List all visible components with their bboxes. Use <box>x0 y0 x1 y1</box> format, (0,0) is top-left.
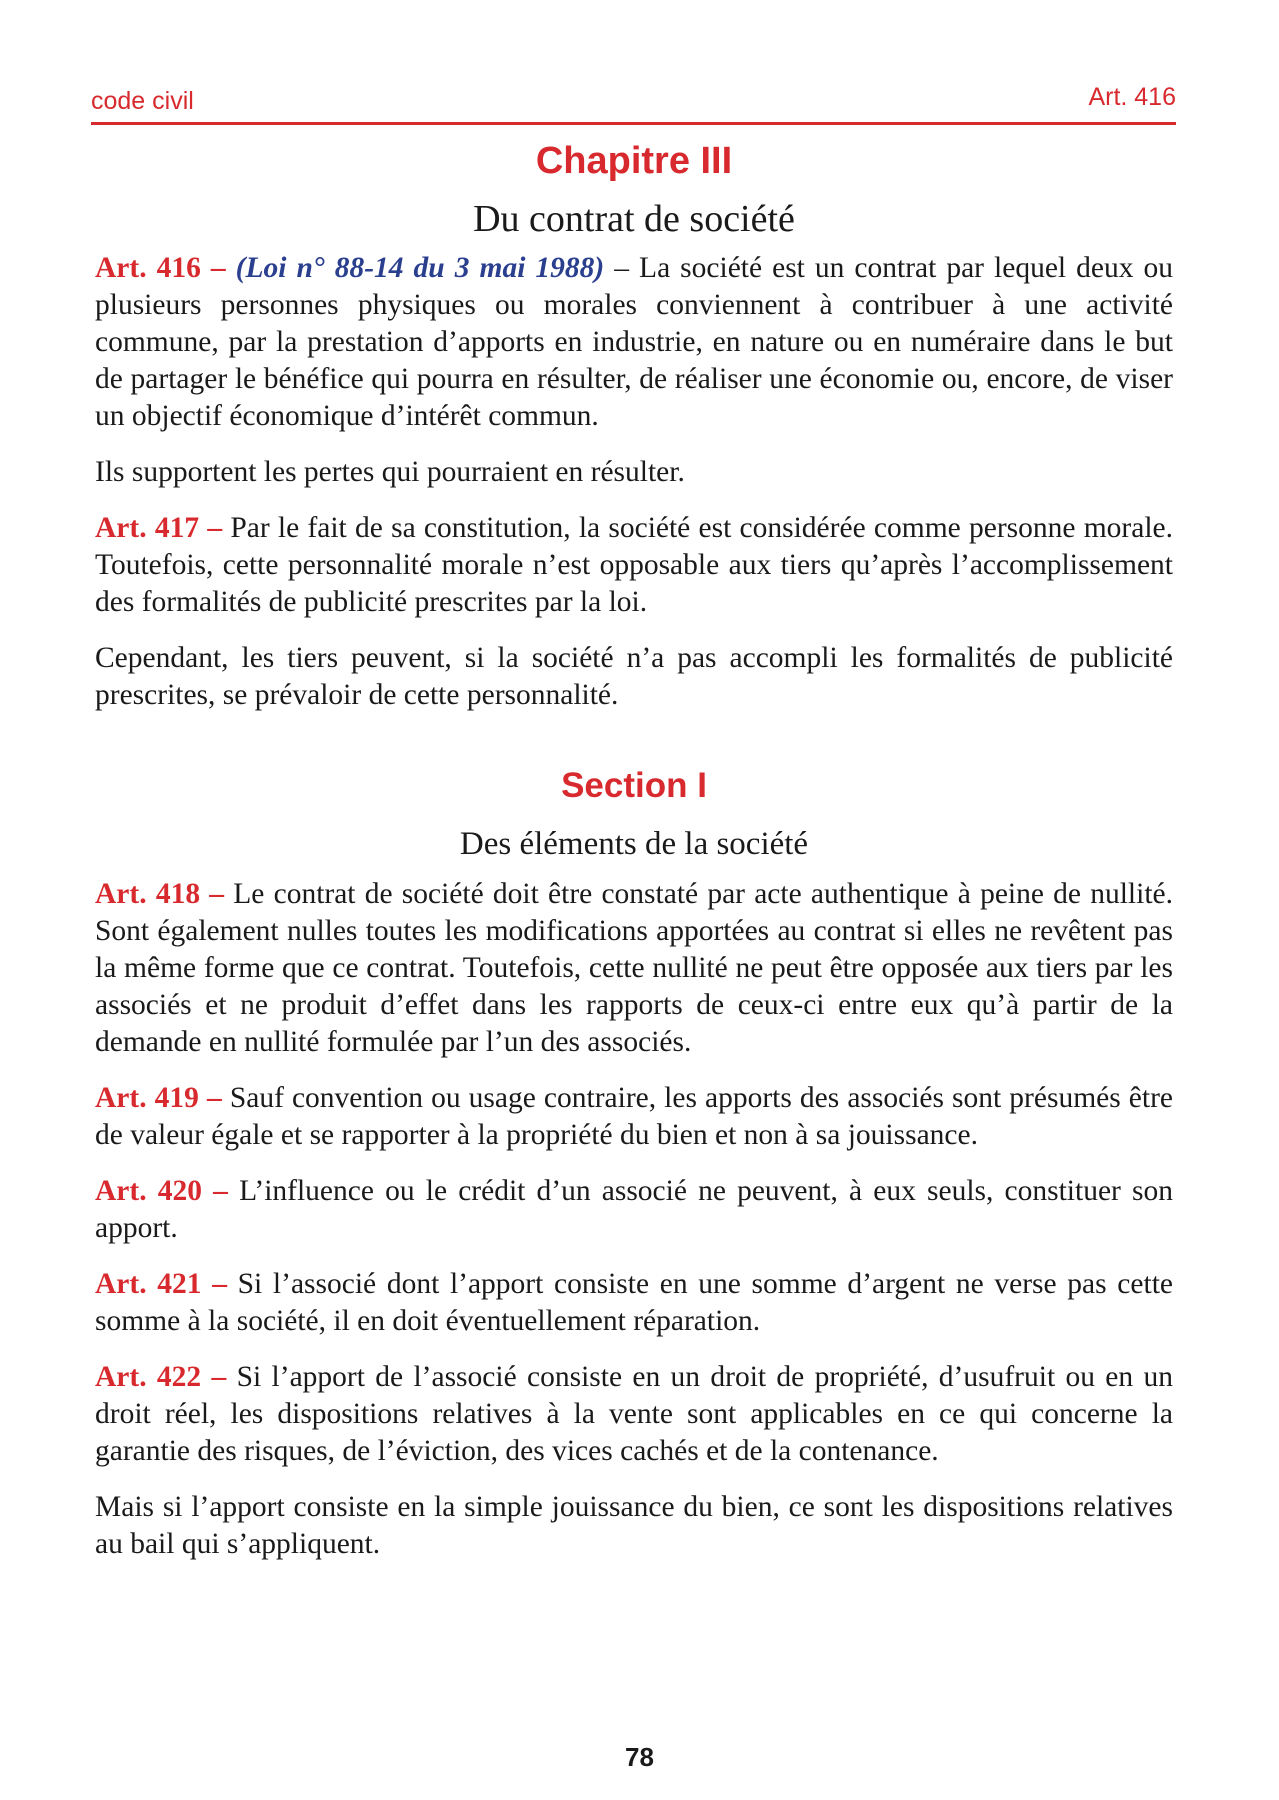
article-416-paragraph-2: Ils supportent les pertes qui pourraient en résulter. <box>95 456 685 488</box>
article-text: Par le fait de sa constitution, la société est considérée comme personne morale. Toutefois, cette personnalité morale n’est opposable aux tiers qu’après l’accomplissement des formalités de publicité prescrites par la loi. <box>95 512 1173 618</box>
page-content <box>95 130 1173 1582</box>
article-text: Si l’apport de l’associé consiste en un droit de propriété, d’usufruit ou en un droit réel, les dispositions relatives à la vente sont applicables en ce qui concerne la garantie des risques, de l’éviction, des vices cachés et de la contenance. <box>95 1361 1173 1467</box>
section-title: Section I <box>561 766 707 805</box>
law-reference: (Loi n° 88-14 du 3 mai 1988) <box>235 252 605 284</box>
article-label: Art. 420 – <box>95 1175 228 1207</box>
header-article-ref: Art. 416 <box>1088 83 1176 111</box>
article-419 <box>95 1080 1173 1154</box>
article-417 <box>95 510 1173 621</box>
article-420 <box>95 1173 1173 1247</box>
article-text: Si l’associé dont l’apport consiste en une somme d’argent ne verse pas cette somme à la société, il en doit éventuellement réparation. <box>95 1268 1173 1337</box>
article-416 <box>95 250 1173 435</box>
header-book-title: code civil <box>91 87 194 115</box>
article-label: Art. 417 – <box>95 512 223 544</box>
chapter-title: Chapitre III <box>535 140 733 182</box>
article-418 <box>95 876 1173 1061</box>
article-text: Le contrat de société doit être constaté par acte authentique à peine de nullité. Sont également nulles toutes les modifications apportées au contrat si elles ne revêtent pas la même forme que ce contrat. Toutefois, cette nullité ne peut être opposée aux tiers par les associés et ne produit d’effet dans les rapports de ceux-ci entre eux qu’à partir de la demande en nullité formulée par l’un des associés. <box>95 878 1173 1058</box>
article-label: Art. 421 – <box>95 1268 227 1300</box>
page-number: 78 <box>625 1742 654 1772</box>
article-text: Sauf convention ou usage contraire, les apports des associés sont présumés être de valeur égale et se rapporter à la propriété du bien et non à sa jouissance. <box>95 1082 1174 1151</box>
article-label: Art. 418 – <box>95 878 225 910</box>
article-422-paragraph-2: Mais si l’apport consiste en la simple jouissance du bien, ce sont les dispositions relatives au bail qui s’appliquent. <box>95 1491 1173 1560</box>
chapter-subtitle: Du contrat de société <box>473 198 795 240</box>
section-subtitle: Des éléments de la société <box>459 826 809 862</box>
article-label: Art. 416 – <box>95 252 226 284</box>
running-header <box>91 82 1176 125</box>
article-422 <box>95 1359 1173 1470</box>
article-label: Art. 422 – <box>95 1361 227 1393</box>
article-text: L’influence ou le crédit d’un associé ne peuvent, à eux seuls, constituer son apport. <box>95 1175 1173 1244</box>
article-417-paragraph-2: Cependant, les tiers peuvent, si la société n’a pas accompli les formalités de publicité prescrites, se prévaloir de cette personnalité. <box>95 642 1173 711</box>
article-label: Art. 419 – <box>95 1082 222 1114</box>
article-421 <box>95 1266 1173 1340</box>
article-text: – La société est un contrat par lequel deux ou plusieurs personnes physiques ou morales conviennent à contribuer à une activité commune, par la prestation d’apports en industrie, en nature ou en numéraire dans le but de partager le bénéfice qui pourra en résulter, de réaliser une économie ou, encore, de viser un objectif économique d’intérêt commun. <box>95 252 1173 432</box>
